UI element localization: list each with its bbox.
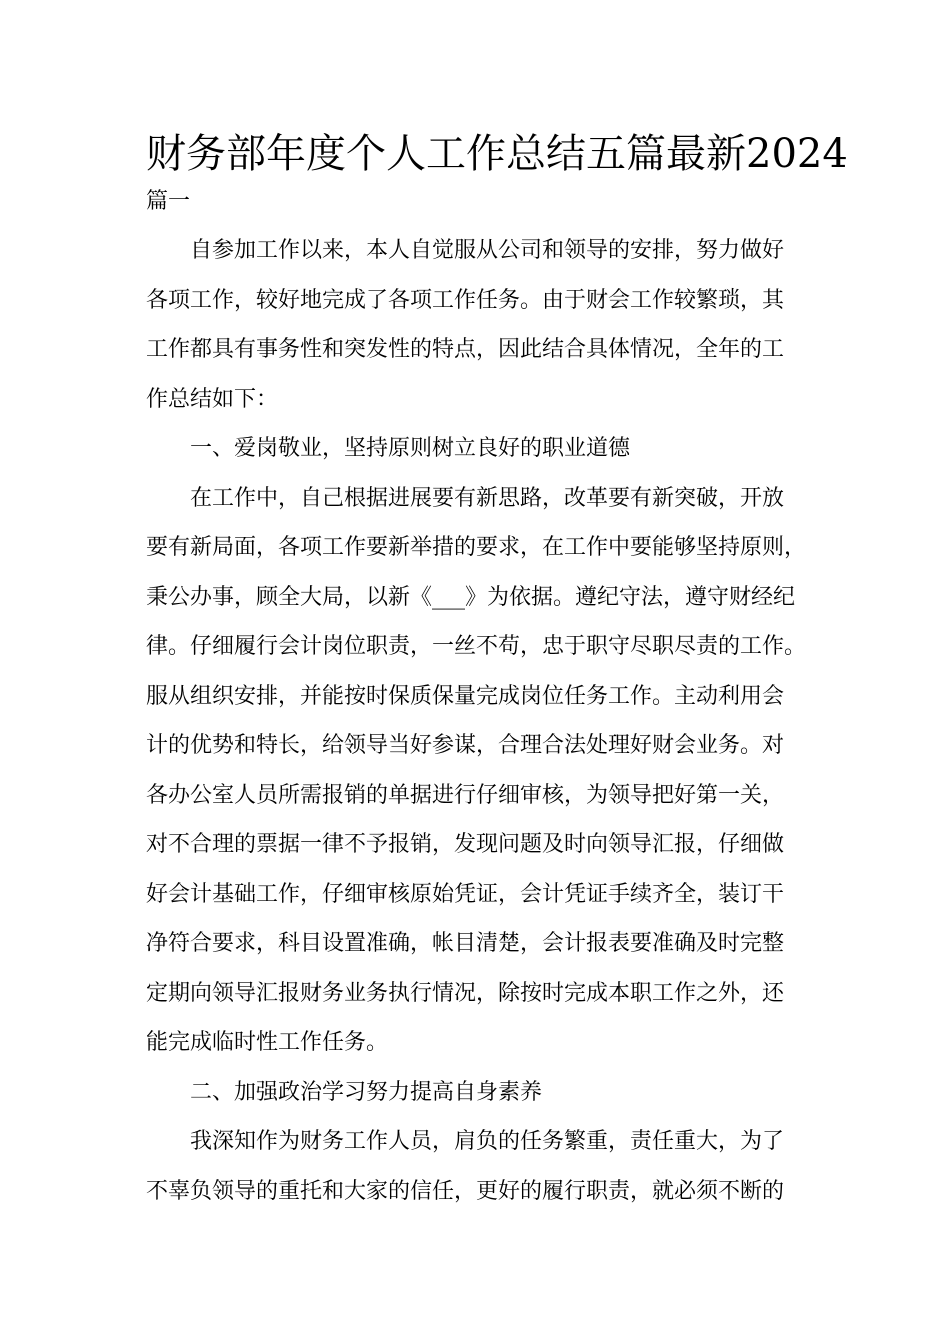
text-line: 自参加工作以来，本人自觉服从公司和领导的安排，努力做好 xyxy=(190,238,785,263)
text-line: 净符合要求，科目设置准确，帐目清楚，会计报表要准确及时完整 xyxy=(146,931,785,956)
text-line: 秉公办事，顾全大局，以新《___》为依据。遵纪守法，遵守财经纪 xyxy=(146,584,796,610)
text-line: 我深知作为财务工作人员，肩负的任务繁重，责任重大，为了 xyxy=(190,1129,785,1154)
text-line: 各办公室人员所需报销的单据进行仔细审核，为领导把好第一关， xyxy=(146,782,785,808)
text-line: 一、爱岗敬业，坚持原则树立良好的职业道德 xyxy=(190,436,631,461)
text-line: 不辜负领导的重托和大家的信任，更好的履行职责，就必须不断的 xyxy=(146,1178,785,1204)
document-title: 财务部年度个人工作总结五篇最新2024 xyxy=(146,131,848,177)
text-line: 定期向领导汇报财务业务执行情况，除按时完成本职工作之外，还 xyxy=(146,980,785,1006)
text-line: 要有新局面，各项工作要新举措的要求，在工作中要能够坚持原则， xyxy=(146,535,807,560)
section-label: 篇一 xyxy=(146,189,191,214)
text-line: 服从组织安排，并能按时保质保量完成岗位任务工作。主动利用会 xyxy=(146,683,785,709)
text-line: 好会计基础工作，仔细审核原始凭证，会计凭证手续齐全，装订干 xyxy=(146,881,785,907)
text-line: 计的优势和特长，给领导当好参谋，合理合法处理好财会业务。对 xyxy=(146,733,785,758)
text-line: 在工作中，自己根据进展要有新思路，改革要有新突破，开放 xyxy=(190,485,785,511)
text-line: 工作都具有事务性和突发性的特点，因此结合具体情况，全年的工 xyxy=(146,337,785,362)
text-line: 二、加强政治学习努力提高自身素养 xyxy=(190,1079,543,1105)
text-line: 能完成临时性工作任务。 xyxy=(146,1030,389,1055)
text-line: 对不合理的票据一律不予报销，发现问题及时向领导汇报，仔细做 xyxy=(146,832,785,857)
text-line: 作总结如下： xyxy=(146,386,279,412)
text-line: 律。仔细履行会计岗位职责，一丝不苟，忠于职守尽职尽责的工作。 xyxy=(146,634,807,659)
text-line: 各项工作，较好地完成了各项工作任务。由于财会工作较繁琐，其 xyxy=(146,287,785,313)
document-body xyxy=(146,232,806,1222)
